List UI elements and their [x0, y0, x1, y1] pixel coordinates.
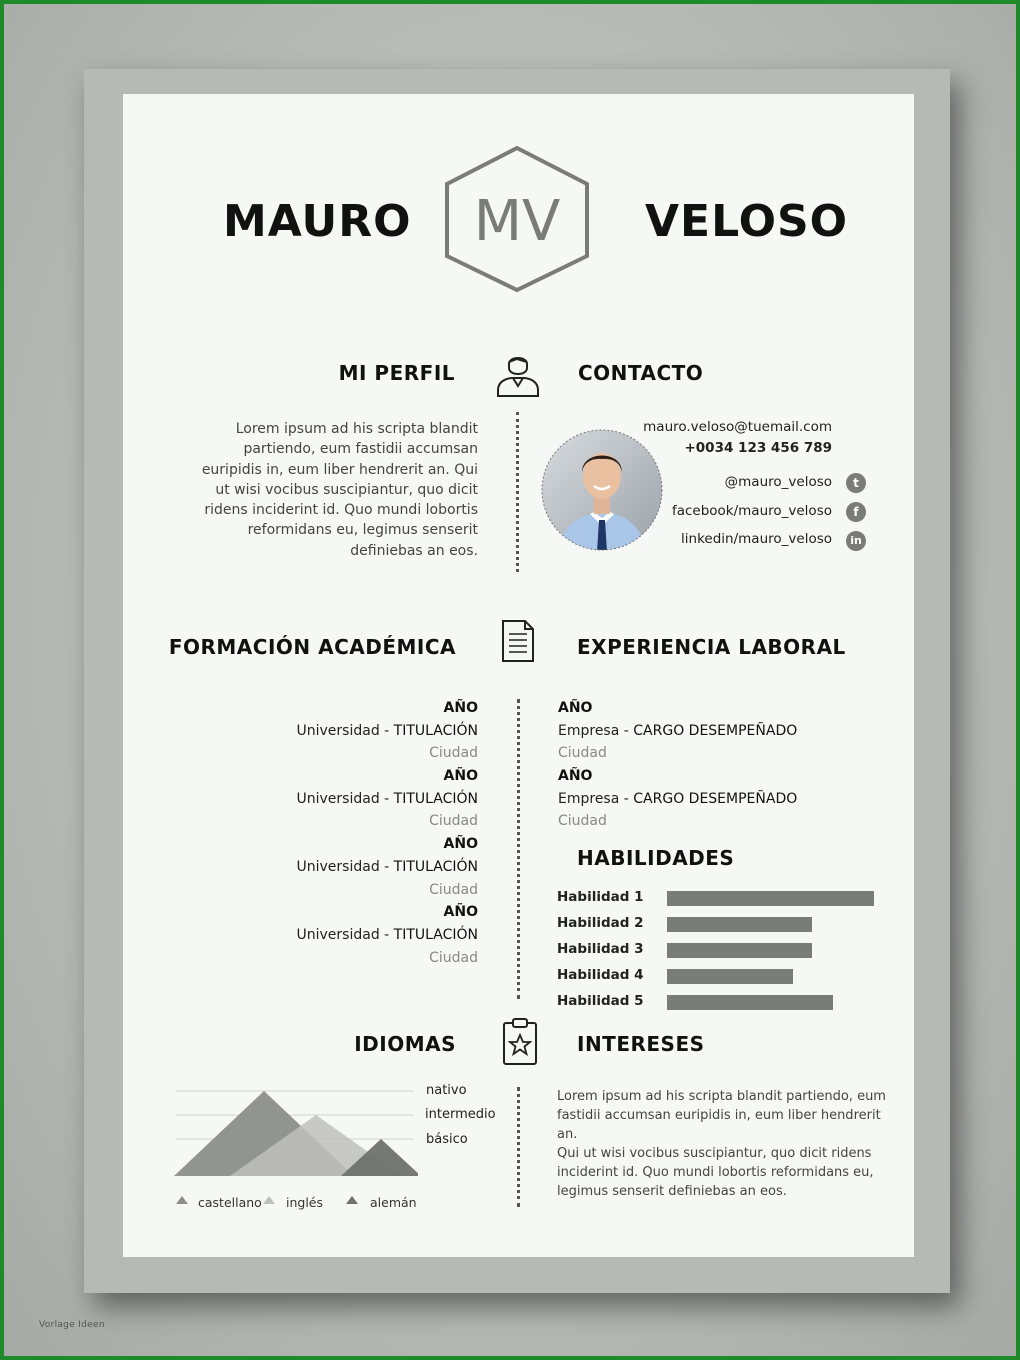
- skill-label: Habilidad 1: [557, 889, 644, 905]
- linkedin-icon[interactable]: in: [846, 531, 866, 551]
- skill-label: Habilidad 4: [557, 967, 644, 983]
- interests-line: inciderint id. Quo mundi lobortis reformidans eu,: [557, 1165, 874, 1180]
- experience-city: Ciudad: [558, 813, 607, 830]
- education-institution: Universidad - TITULACIÓN: [296, 858, 478, 875]
- last-name: VELOSO: [645, 196, 849, 247]
- contact-phone[interactable]: +0034 123 456 789: [684, 440, 832, 456]
- languages-title: IDIOMAS: [354, 1032, 456, 1056]
- profile-text: [183, 419, 478, 561]
- languages-chart: [168, 1086, 418, 1184]
- education-title: FORMACIÓN ACADÉMICA: [168, 635, 456, 659]
- divider-dots: [516, 412, 519, 572]
- profile-line: ridens inciderint id. Quo mundi lobortis: [204, 502, 478, 519]
- interests-line: Qui ut wisi vocibus suscipiantur, quo dicit ridens: [557, 1146, 872, 1161]
- skill-label: Habilidad 2: [557, 915, 644, 931]
- contact-facebook[interactable]: facebook/mauro_veloso: [671, 503, 832, 519]
- facebook-icon[interactable]: f: [846, 502, 866, 522]
- experience-list: [558, 697, 858, 833]
- interests-line: Lorem ipsum ad his scripta blandit partiendo, eum: [557, 1089, 886, 1104]
- experience-company: Empresa - CARGO DESEMPEÑADO: [558, 790, 798, 807]
- legend-triangle-icon: [175, 1195, 189, 1205]
- legend-triangle-icon: [262, 1195, 276, 1205]
- education-city: Ciudad: [429, 745, 478, 762]
- experience-city: Ciudad: [558, 745, 607, 762]
- watermark: Vorlage Ideen: [39, 1320, 105, 1330]
- user-icon: [495, 350, 541, 398]
- monogram-text: MV: [473, 189, 561, 254]
- language-level-label: básico: [426, 1132, 468, 1147]
- interests-title: INTERESES: [577, 1032, 705, 1056]
- education-institution: Universidad - TITULACIÓN: [296, 790, 478, 807]
- education-city: Ciudad: [429, 881, 478, 898]
- skill-bar: [667, 891, 874, 906]
- skills-title: HABILIDADES: [577, 846, 735, 870]
- profile-line: reformidans eu, legimus senserit: [247, 522, 478, 539]
- education-city: Ciudad: [429, 949, 478, 966]
- legend-aleman: alemán: [370, 1195, 417, 1210]
- skill-bar: [667, 995, 833, 1010]
- skill-label: Habilidad 3: [557, 941, 644, 957]
- interests-line: fastidii accumsan euripidis in, eum liber hendrerit an.: [557, 1108, 881, 1142]
- education-city: Ciudad: [429, 813, 478, 830]
- education-institution: Universidad - TITULACIÓN: [296, 722, 478, 739]
- profile-title: MI PERFIL: [338, 361, 455, 385]
- legend-ingles: inglés: [286, 1195, 324, 1210]
- profile-line: ut wisi vocibus suscipiantur, quo dicit: [215, 481, 478, 498]
- contact-linkedin[interactable]: linkedin/mauro_veloso: [681, 531, 832, 547]
- profile-line: Lorem ipsum ad his scripta blandit: [235, 421, 478, 437]
- education-year: AÑO: [443, 904, 478, 921]
- profile-line: definiebas an eos.: [350, 542, 478, 559]
- divider-dots: [517, 699, 520, 999]
- skill-label: Habilidad 5: [557, 993, 644, 1009]
- first-name: MAURO: [223, 196, 412, 247]
- legend-triangle-icon: [345, 1195, 359, 1205]
- skill-bar: [667, 969, 793, 984]
- profile-line: euripidis in, eum liber hendrerit an. Qui: [201, 461, 478, 478]
- education-list: [223, 697, 478, 969]
- education-institution: Universidad - TITULACIÓN: [296, 926, 478, 943]
- language-level-label: nativo: [426, 1083, 467, 1098]
- skill-bar: [667, 917, 812, 932]
- clipboard-star-icon: [501, 1016, 539, 1066]
- experience-year: AÑO: [558, 700, 593, 716]
- twitter-icon[interactable]: t: [846, 473, 866, 493]
- monogram-hexagon-icon: [441, 144, 593, 294]
- interests-text: [557, 1087, 887, 1201]
- divider-dots: [517, 1087, 520, 1207]
- experience-title: EXPERIENCIA LABORAL: [577, 635, 846, 659]
- education-year: AÑO: [443, 700, 478, 716]
- skills-list: [557, 889, 897, 1019]
- education-year: AÑO: [443, 836, 478, 853]
- contact-twitter[interactable]: @mauro_veloso: [724, 474, 832, 490]
- contact-email[interactable]: mauro.veloso@tuemail.com: [643, 419, 832, 435]
- resume-sheet: [123, 94, 914, 1257]
- experience-company: Empresa - CARGO DESEMPEÑADO: [558, 722, 798, 739]
- education-year: AÑO: [443, 768, 478, 785]
- language-level-label: intermedio: [425, 1107, 496, 1122]
- interests-line: legimus senserit definiebas an eos.: [557, 1184, 787, 1199]
- profile-line: partiendo, eum fastidii accumsan: [243, 441, 478, 458]
- document-icon: [499, 617, 537, 665]
- skill-bar: [667, 943, 812, 958]
- contact-title: CONTACTO: [578, 361, 704, 385]
- legend-castellano: castellano: [198, 1195, 262, 1210]
- experience-year: AÑO: [558, 768, 593, 785]
